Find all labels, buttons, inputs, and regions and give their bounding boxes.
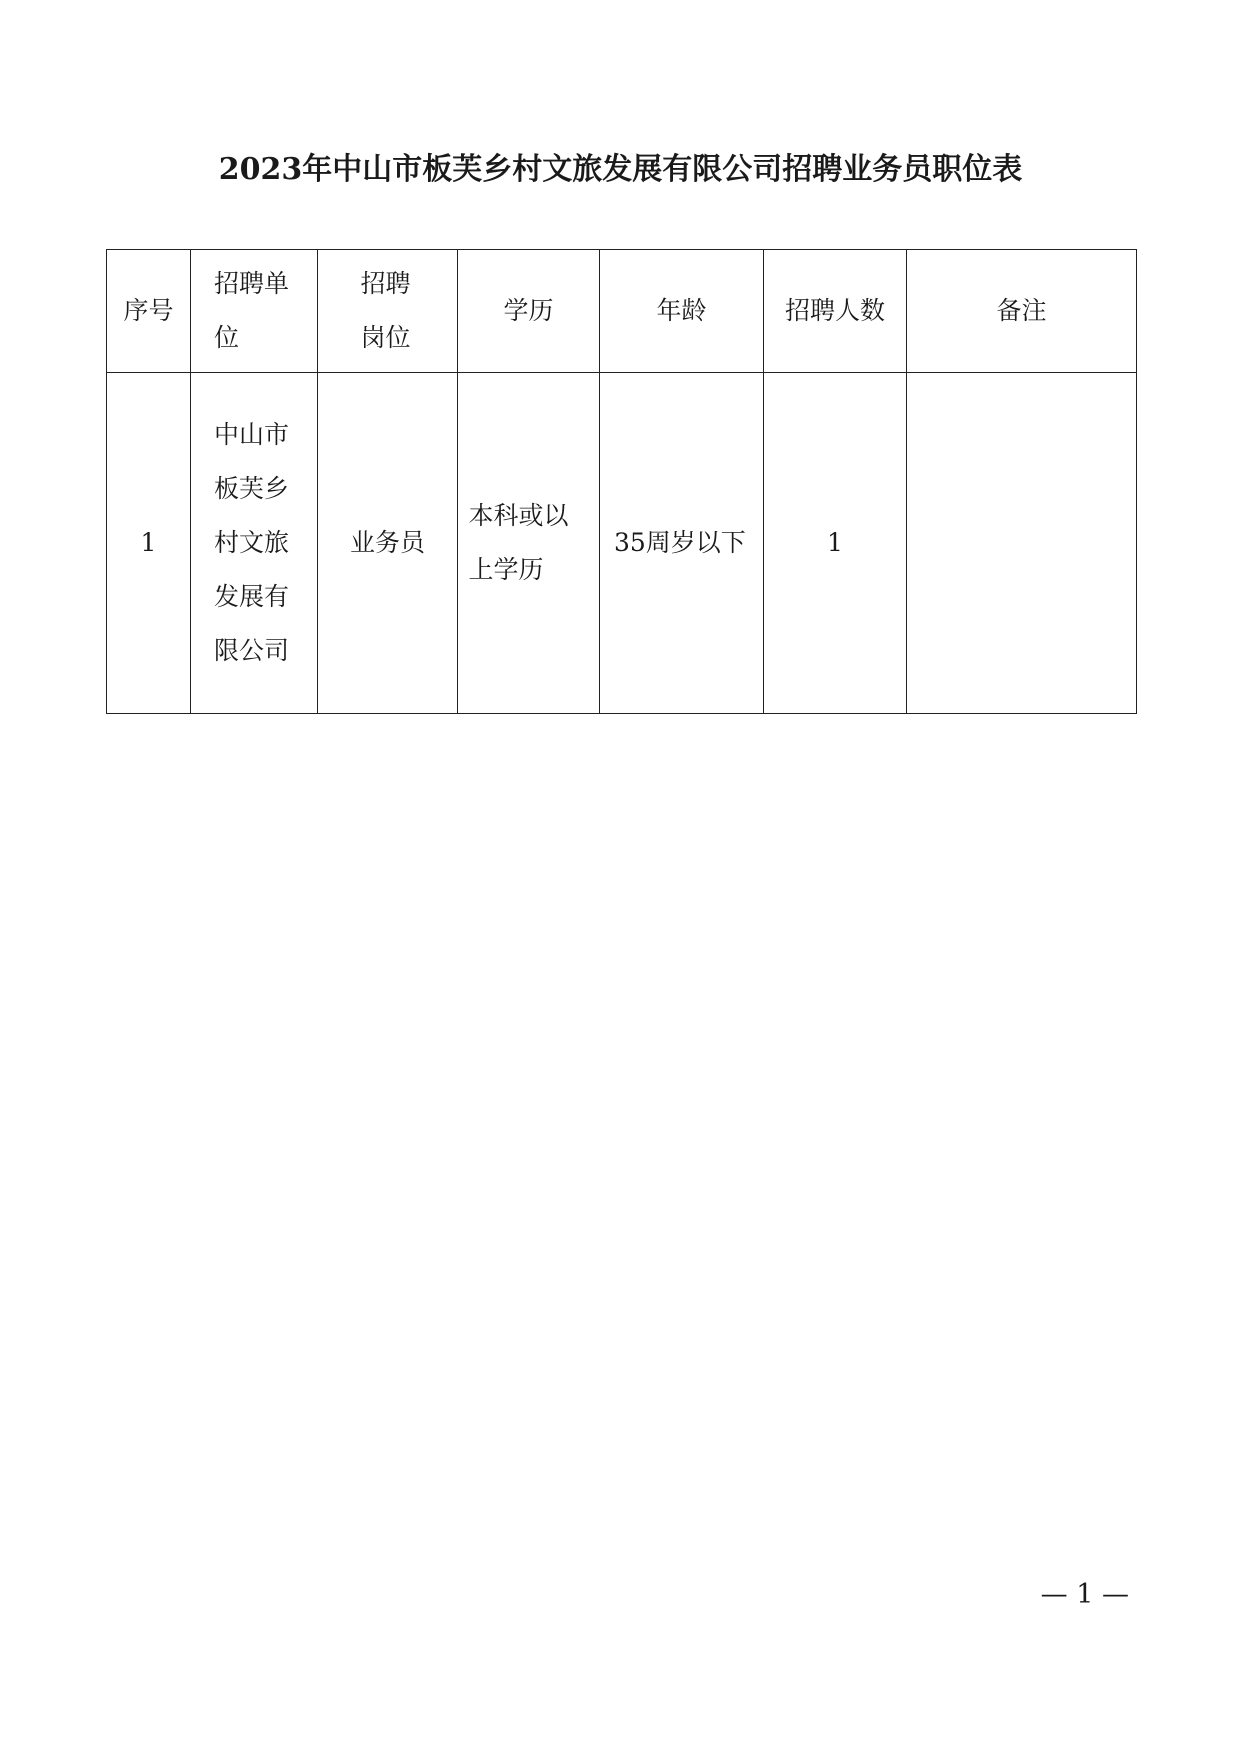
column-header-remarks: 备注 [907,250,1137,373]
column-header-count: 招聘人数 [764,250,907,373]
cell-education: 本科或以上学历 [458,373,600,714]
cell-count: 1 [764,373,907,714]
cell-index: 1 [107,373,191,714]
recruitment-table [106,249,1137,714]
column-header-unit: 招聘单位 [191,250,318,373]
table-header-row [107,250,1137,373]
cell-age: 35周岁以下 [600,373,764,714]
column-header-position: 招聘岗位 [318,250,458,373]
page-number: — 1 — [1040,1579,1129,1610]
cell-unit: 中山市板芙乡村文旅发展有限公司 [191,373,318,714]
cell-position: 业务员 [318,373,458,714]
column-header-index: 序号 [107,250,191,373]
column-header-education: 学历 [458,250,600,373]
page-title: 2023年中山市板芙乡村文旅发展有限公司招聘业务员职位表 [218,152,1023,187]
column-header-age: 年龄 [600,250,764,373]
cell-remarks [907,373,1137,714]
table-row [107,373,1137,714]
